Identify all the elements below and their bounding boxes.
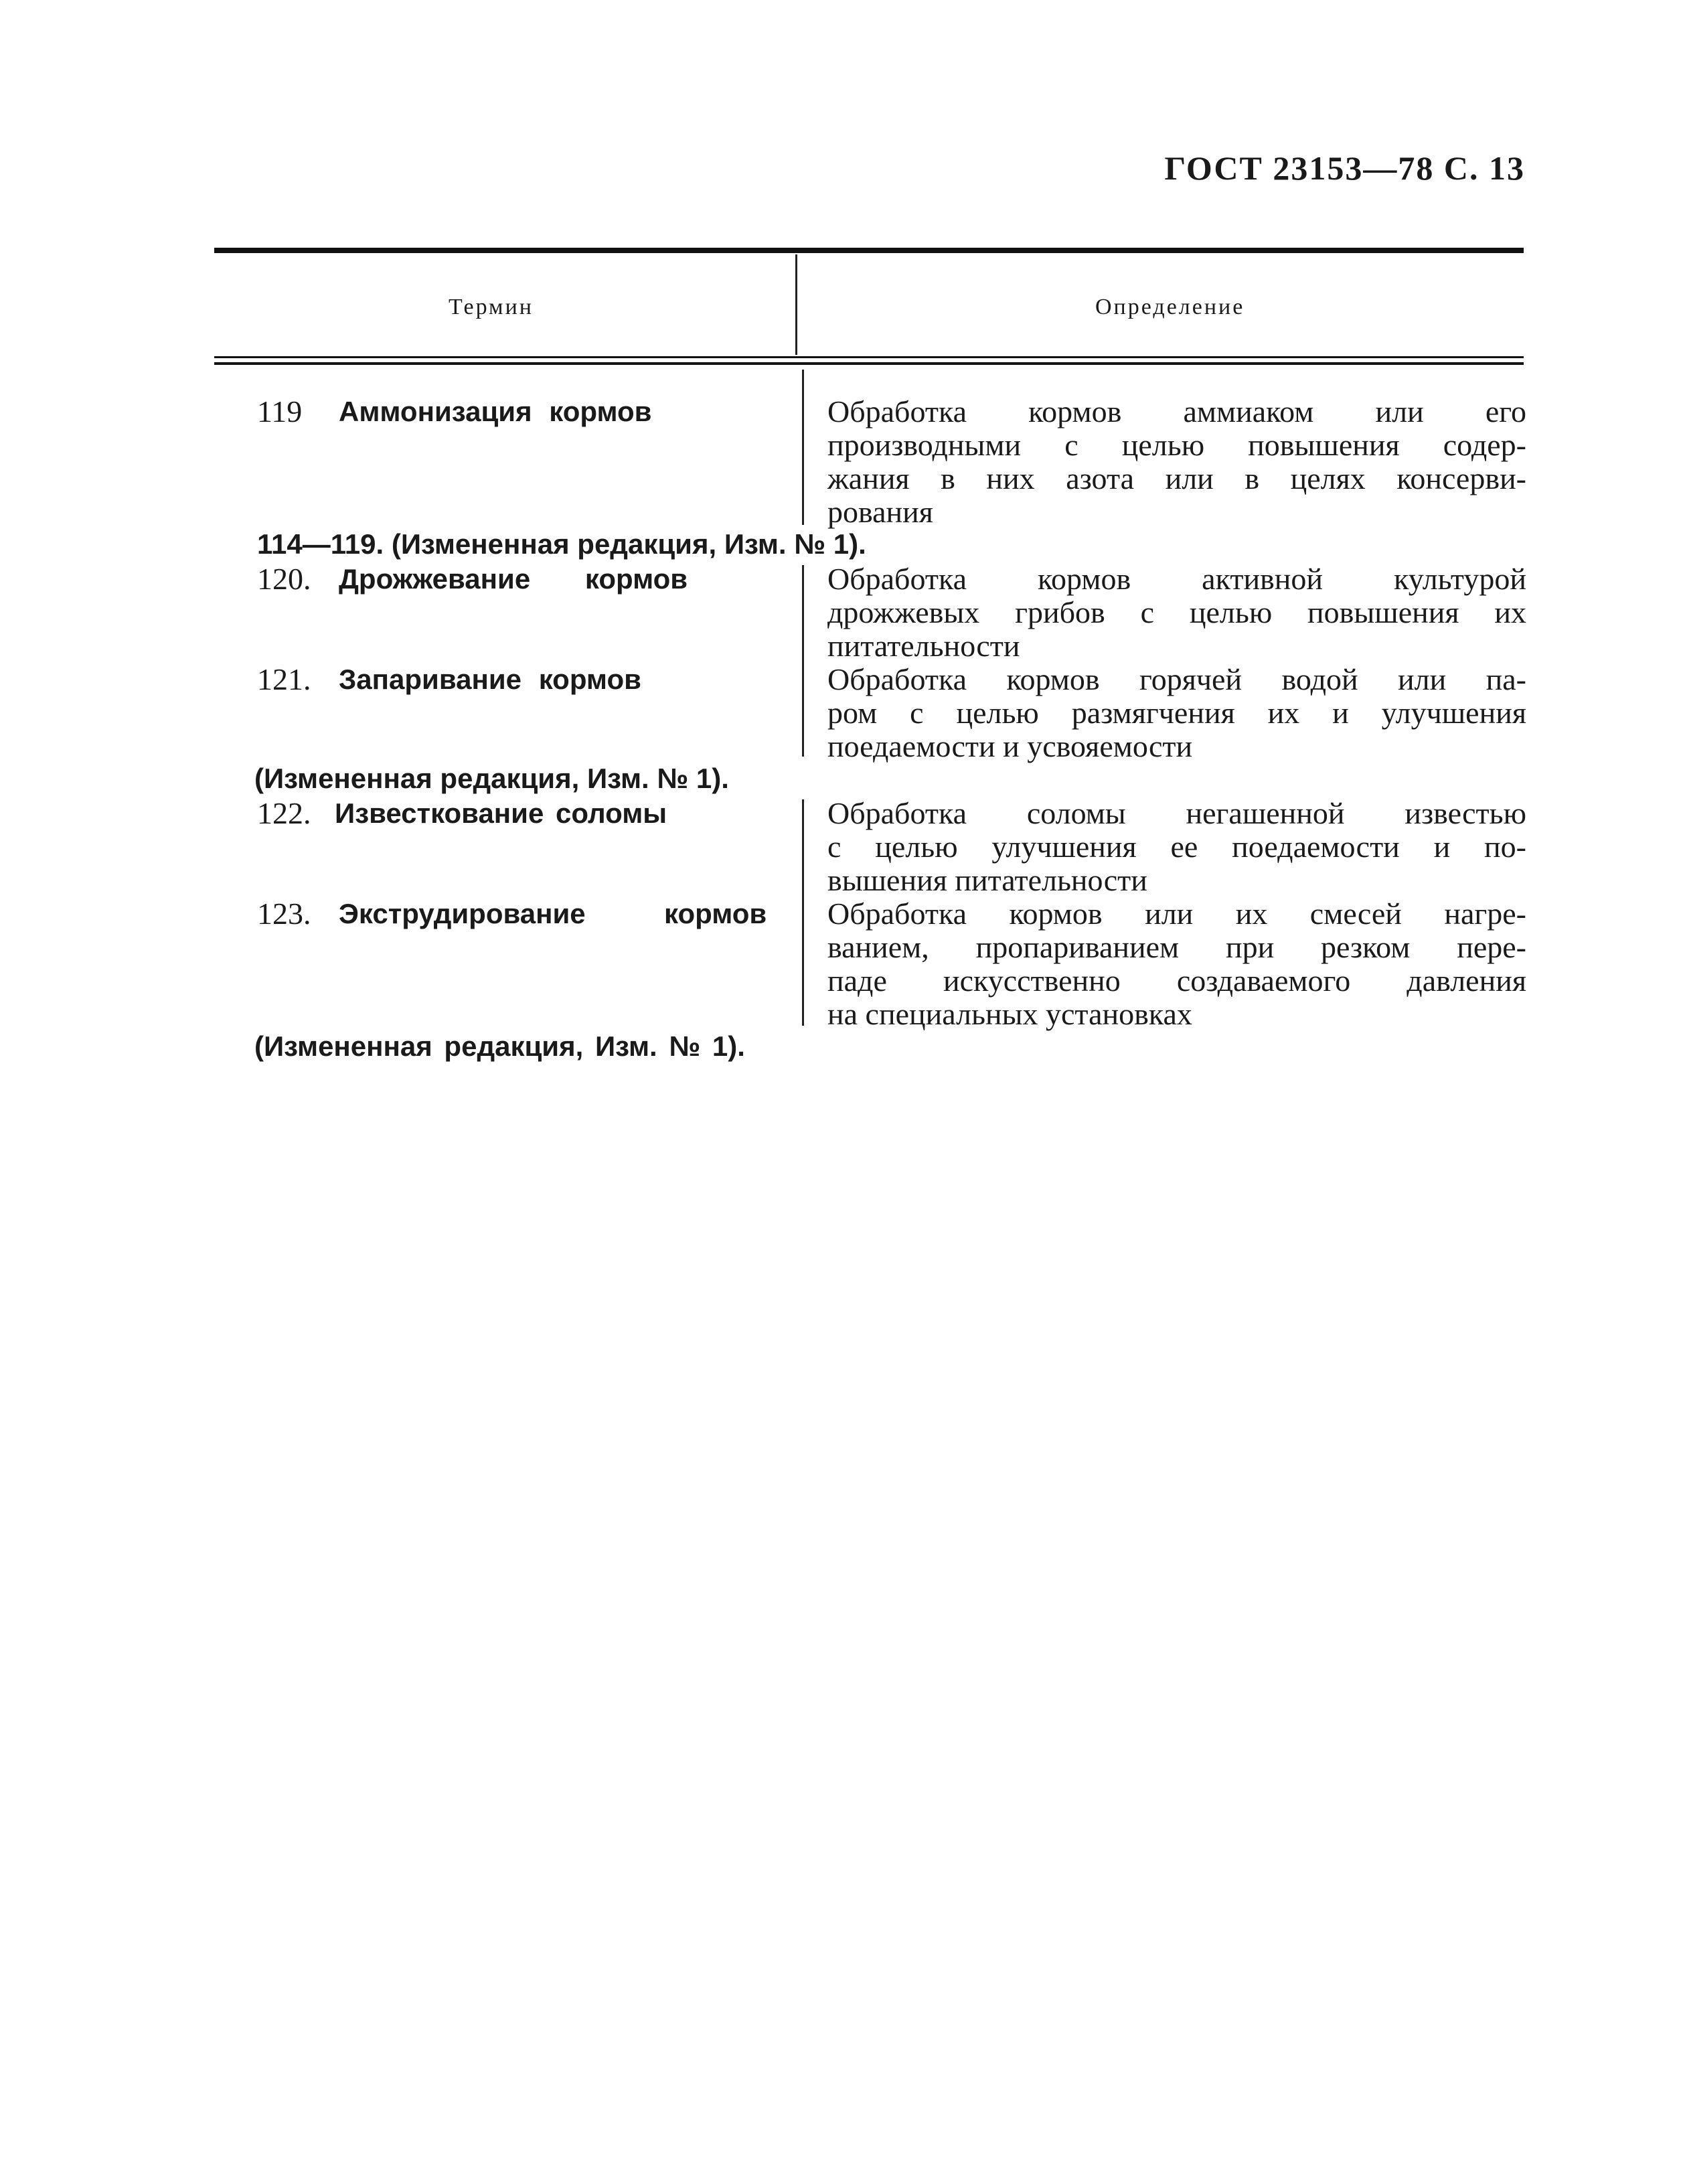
definition-line: рования xyxy=(827,495,933,529)
table-header-rule-1 xyxy=(214,356,1524,358)
definition-line: жания в них азота или в целях консерви- xyxy=(827,461,1526,495)
amendment-note: 114—119. (Измененная редакция, Изм. № 1). xyxy=(257,528,866,560)
definition-line: Обработка кормов аммиаком или его xyxy=(827,394,1526,428)
definition-line: ром с целью размягчения их и улучшения xyxy=(827,696,1526,730)
definition-line: Обработка соломы негашенной известью xyxy=(827,796,1526,830)
term-name: Дрожжевание кормов xyxy=(339,563,688,595)
body-column-divider xyxy=(802,799,804,1026)
table-top-rule xyxy=(214,248,1524,253)
term-number: 120. xyxy=(257,562,311,596)
term-number: 123. xyxy=(257,896,311,931)
term-name: Аммонизация кормов xyxy=(339,396,652,427)
definition-line: паде искусственно создаваемого давления xyxy=(827,963,1526,998)
term-name: Запаривание кормов xyxy=(339,664,641,695)
body-column-divider xyxy=(802,370,804,525)
definition-line: производными с целью повышения содер- xyxy=(827,428,1526,462)
term-number: 121. xyxy=(257,662,311,696)
term-number: 119 xyxy=(257,394,303,428)
table-header-rule-2 xyxy=(214,362,1524,365)
page-header-code: ГОСТ 23153—78 С. 13 xyxy=(1164,149,1525,187)
term-number: 122. xyxy=(257,796,311,830)
column-header-definition: Определение xyxy=(1095,295,1245,319)
amendment-note: (Измененная редакция, Изм. № 1). xyxy=(254,763,729,794)
body-column-divider xyxy=(802,565,804,757)
definition-line: Обработка кормов или их смесей нагре- xyxy=(827,896,1526,931)
definition-line: Обработка кормов горячей водой или па- xyxy=(827,662,1526,696)
term-name: Известкование соломы xyxy=(335,797,667,829)
definition-line: вышения питательности xyxy=(827,863,1147,897)
header-column-divider xyxy=(795,254,797,355)
definition-line: питательности xyxy=(827,629,1020,663)
term-name-part: кормов xyxy=(664,898,767,929)
definition-line: поедаемости и усвояемости xyxy=(827,729,1193,763)
definition-line: дрожжевых грибов с целью повышения их xyxy=(827,595,1526,629)
definition-line: на специальных установках xyxy=(827,997,1192,1031)
definition-line: Обработка кормов активной культурой xyxy=(827,562,1526,596)
definition-line: ванием, пропариванием при резком пере- xyxy=(827,930,1526,964)
definition-line: с целью улучшения ее поедаемости и по- xyxy=(827,830,1526,864)
amendment-note: (Измененная редакция, Изм. № 1). xyxy=(254,1030,745,1062)
column-header-term: Термин xyxy=(449,295,534,319)
term-name-part: Экструдирование xyxy=(339,898,586,929)
